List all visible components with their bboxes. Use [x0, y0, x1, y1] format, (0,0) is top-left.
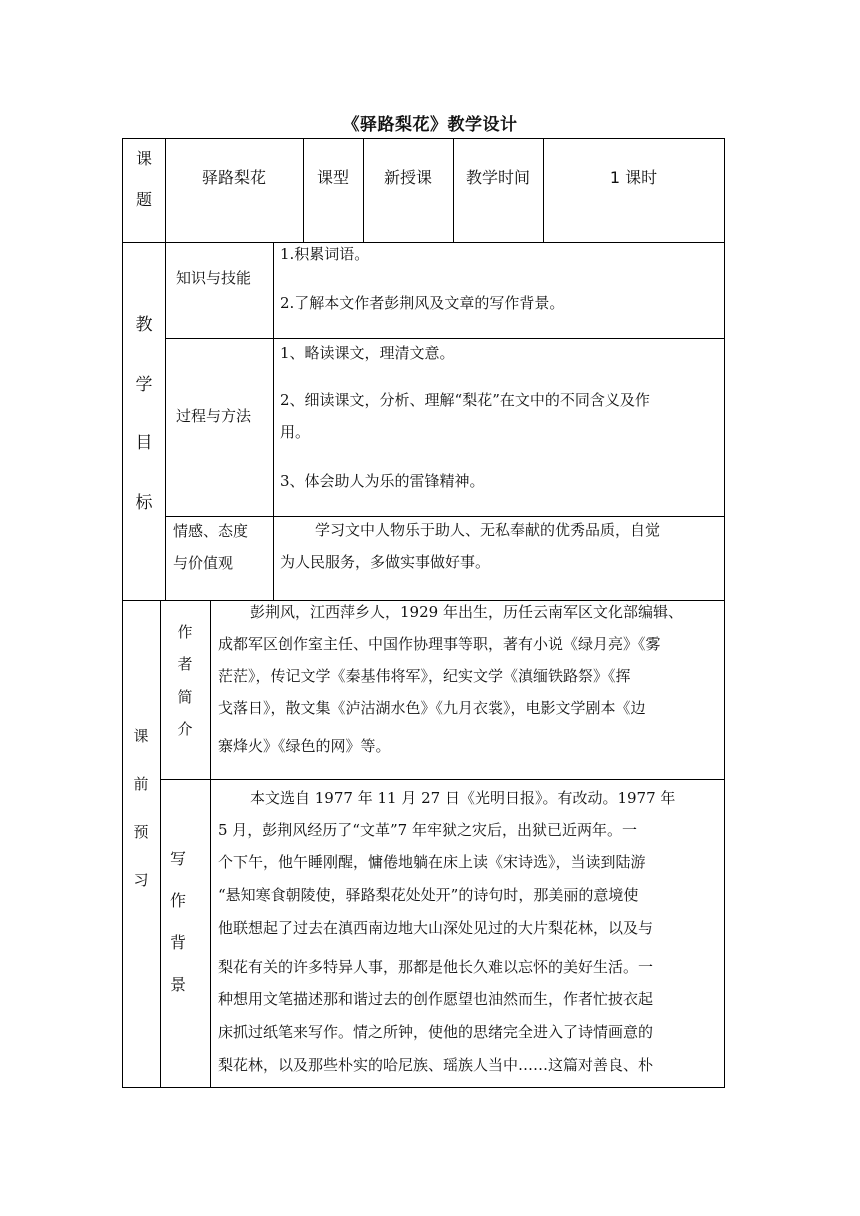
author-line: 戈落日》，散文集《泸沽湖水色》《九月衣裳》，电影文学剧本《边 — [218, 699, 646, 717]
background-label-char: 背 — [169, 933, 186, 952]
process-label: 过程与方法 — [176, 407, 252, 425]
background-line: 梨花林，以及那些朴实的哈尼族、瑶族人当中……这篇对善良、朴 — [218, 1056, 654, 1074]
time-value: 1 课时 — [609, 168, 658, 187]
background-line: “悬知寒食朝陵使，驿路梨花处处开”的诗句时，那美丽的意境使 — [218, 886, 639, 904]
background-line: 床抓过纸笔来写作。情之所钟，使他的思绪完全进入了诗情画意的 — [218, 1023, 654, 1041]
document-title: 《驿路梨花》教学设计 — [342, 115, 518, 135]
background-line: 种想用文笔描述那和谐过去的创作愿望也油然而生，作者忙披衣起 — [218, 990, 654, 1008]
author-line: 寨烽火》《绿色的网》等。 — [218, 737, 391, 755]
emotion-line: 为人民服务，多做实事做好事。 — [280, 553, 491, 571]
col-divider — [363, 138, 364, 242]
row-divider — [122, 242, 725, 243]
col-divider — [303, 138, 304, 242]
background-line: 他联想起了过去在滇西南边地大山深处见过的大片梨花林，以及与 — [218, 919, 654, 937]
background-label-char: 作 — [169, 891, 186, 910]
process-line: 1、略读课文，理清文意。 — [280, 344, 455, 362]
table-border-bottom — [122, 1087, 725, 1088]
author-line: 彭荆风，江西萍乡人，1929 年出生，历任云南军区文化部编辑、 — [250, 603, 683, 621]
emotion-label: 与价值观 — [173, 554, 234, 572]
type-label: 课型 — [316, 168, 349, 187]
objectives-label-char: 目 — [135, 433, 153, 453]
knowledge-line: 2.了解本文作者彭荆风及文章的写作背景。 — [280, 294, 565, 312]
col-divider — [273, 242, 274, 600]
knowledge-line: 1.积累词语。 — [280, 245, 370, 263]
preview-label-char: 前 — [133, 775, 149, 793]
table-border-left — [122, 138, 123, 1087]
emotion-label: 情感、态度 — [173, 522, 249, 540]
process-line: 3、体会助人为乐的雷锋精神。 — [280, 472, 485, 490]
background-line: 梨花有关的许多特异人事，那都是他长久难以忘怀的美好生活。一 — [218, 958, 654, 976]
preview-label-char: 习 — [133, 871, 149, 889]
col-divider — [210, 600, 211, 1087]
subject-label-char: 课 — [135, 149, 152, 168]
type-value: 新授课 — [383, 168, 432, 187]
subject-label-char: 题 — [135, 190, 152, 209]
col-divider — [453, 138, 454, 242]
objectives-label-char: 标 — [135, 493, 153, 513]
col-divider — [165, 138, 166, 242]
preview-label-char: 课 — [133, 727, 149, 745]
background-label-char: 景 — [169, 975, 186, 994]
objectives-label-char: 教 — [135, 315, 153, 335]
subject-value: 驿路梨花 — [201, 168, 266, 187]
preview-label-char: 预 — [133, 823, 149, 841]
author-label-char: 简 — [177, 688, 193, 706]
background-line: 个下午，他午睡刚醒，慵倦地躺在床上读《宋诗选》，当读到陆游 — [218, 853, 646, 871]
emotion-line: 学习文中人物乐于助人、无私奉献的优秀品质，自觉 — [315, 521, 661, 539]
author-label-char: 作 — [177, 623, 193, 641]
objectives-label-char: 学 — [135, 375, 153, 395]
table-border-top — [122, 138, 725, 139]
process-line: 2、细读课文，分析、理解“梨花”在文中的不同含义及作 — [280, 391, 650, 409]
process-line: 用。 — [280, 423, 311, 441]
background-line: 本文选自 1977 年 11 月 27 日《光明日报》。有改动。1977 年 — [250, 789, 676, 807]
author-label-char: 介 — [177, 720, 193, 738]
author-label-char: 者 — [177, 655, 193, 673]
author-line: 茫茫》，传记文学《秦基伟将军》，纪实文学《滇缅铁路祭》《挥 — [218, 667, 631, 685]
background-label-char: 写 — [169, 849, 186, 868]
time-label: 教学时间 — [465, 168, 530, 187]
author-line: 成都军区创作室主任、中国作协理事等职，著有小说《绿月亮》《雾 — [218, 635, 661, 653]
table-border-right — [724, 138, 725, 1087]
knowledge-label: 知识与技能 — [176, 269, 252, 287]
row-divider — [165, 516, 725, 517]
row-divider — [165, 338, 725, 339]
col-divider — [160, 600, 161, 1087]
col-divider — [543, 138, 544, 242]
row-divider — [160, 779, 725, 780]
col-divider — [165, 242, 166, 600]
background-line: 5 月，彭荆风经历了“文革”7 年牢狱之灾后，出狱已近两年。一 — [218, 821, 637, 839]
